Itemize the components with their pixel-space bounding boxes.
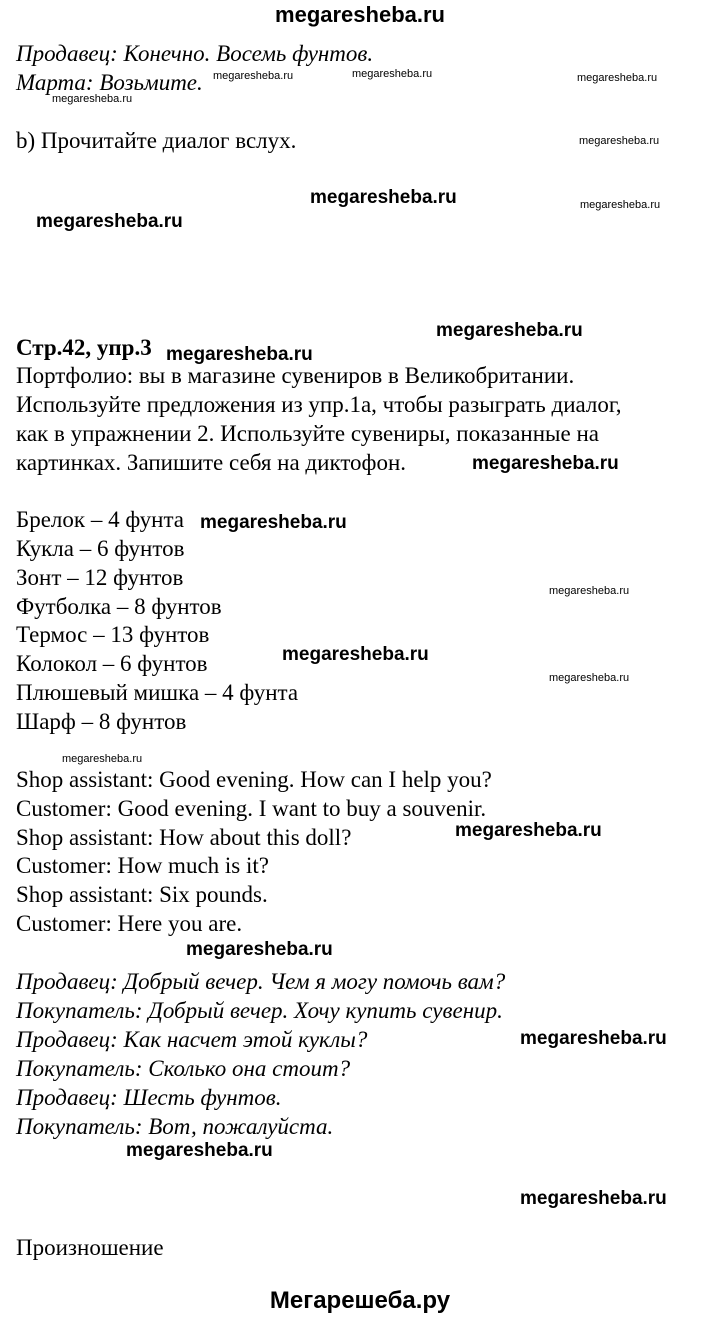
watermark: megaresheba.ru	[472, 453, 619, 474]
watermark: megaresheba.ru	[200, 512, 347, 533]
dialog-ru-line: Покупатель: Вот, пожалуйста.	[16, 1114, 334, 1139]
price-item: Зонт – 12 фунтов	[16, 565, 184, 590]
exercise-heading: Стр.42, упр.3	[16, 335, 152, 360]
dialog-ru-line: Продавец: Как насчет этой куклы?	[16, 1027, 368, 1052]
watermark: megaresheba.ru	[520, 1188, 667, 1209]
instruction-line: картинках. Запишите себя на диктофон.	[16, 450, 407, 475]
dialog-en-line: Customer: Here you are.	[16, 911, 243, 936]
watermark: megaresheba.ru	[166, 344, 313, 365]
watermark: megaresheba.ru	[549, 585, 630, 597]
next-section-title: Произношение	[16, 1235, 164, 1260]
task-b: b) Прочитайте диалог вслух.	[16, 128, 297, 153]
watermark: megaresheba.ru	[455, 820, 602, 841]
dialog-ru-line: Покупатель: Сколько она стоит?	[16, 1056, 351, 1081]
prev-dialog-line: Продавец: Конечно. Восемь фунтов.	[16, 41, 374, 66]
watermark: megaresheba.ru	[213, 70, 294, 82]
instruction-line: как в упражнении 2. Используйте сувениры, показанные на	[16, 421, 599, 446]
price-item: Брелок – 4 фунта	[16, 507, 184, 532]
watermark: megaresheba.ru	[577, 72, 658, 84]
price-item: Кукла – 6 фунтов	[16, 536, 185, 561]
price-item: Колокол – 6 фунтов	[16, 651, 208, 676]
dialog-ru-line: Покупатель: Добрый вечер. Хочу купить сувенир.	[16, 998, 503, 1023]
dialog-ru-line: Продавец: Добрый вечер. Чем я могу помочь вам?	[16, 969, 506, 994]
prev-dialog-line: Марта: Возьмите.	[16, 70, 203, 95]
watermark: megaresheba.ru	[282, 644, 429, 665]
site-footer: Мегарешеба.ру	[269, 1287, 451, 1314]
dialog-en-line: Customer: Good evening. I want to buy a souvenir.	[16, 796, 487, 821]
watermark: megaresheba.ru	[310, 187, 457, 208]
instruction-line: Портфолио: вы в магазине сувениров в Великобритании.	[16, 363, 575, 388]
watermark: megaresheba.ru	[186, 939, 333, 960]
watermark: megaresheba.ru	[520, 1028, 667, 1049]
watermark: megaresheba.ru	[52, 93, 133, 105]
watermark: megaresheba.ru	[436, 320, 583, 341]
dialog-ru-line: Продавец: Шесть фунтов.	[16, 1085, 282, 1110]
dialog-en-line: Shop assistant: How about this doll?	[16, 825, 352, 850]
price-item: Плюшевый мишка – 4 фунта	[16, 680, 299, 705]
watermark: megaresheba.ru	[352, 68, 433, 80]
watermark: megaresheba.ru	[579, 135, 660, 147]
instruction-line: Используйте предложения из упр.1a, чтобы разыграть диалог,	[16, 392, 622, 417]
dialog-en-line: Shop assistant: Good evening. How can I help you?	[16, 767, 492, 792]
price-item: Термос – 13 фунтов	[16, 622, 210, 647]
watermark: megaresheba.ru	[580, 199, 661, 211]
watermark: megaresheba.ru	[36, 211, 183, 232]
watermark: megaresheba.ru	[126, 1140, 273, 1161]
site-header: megaresheba.ru	[275, 2, 445, 27]
price-item: Шарф – 8 фунтов	[16, 709, 187, 734]
watermark: megaresheba.ru	[62, 753, 143, 765]
dialog-en-line: Shop assistant: Six pounds.	[16, 882, 268, 907]
dialog-en-line: Customer: How much is it?	[16, 853, 269, 878]
watermark: megaresheba.ru	[549, 672, 630, 684]
price-item: Футболка – 8 фунтов	[16, 594, 222, 619]
